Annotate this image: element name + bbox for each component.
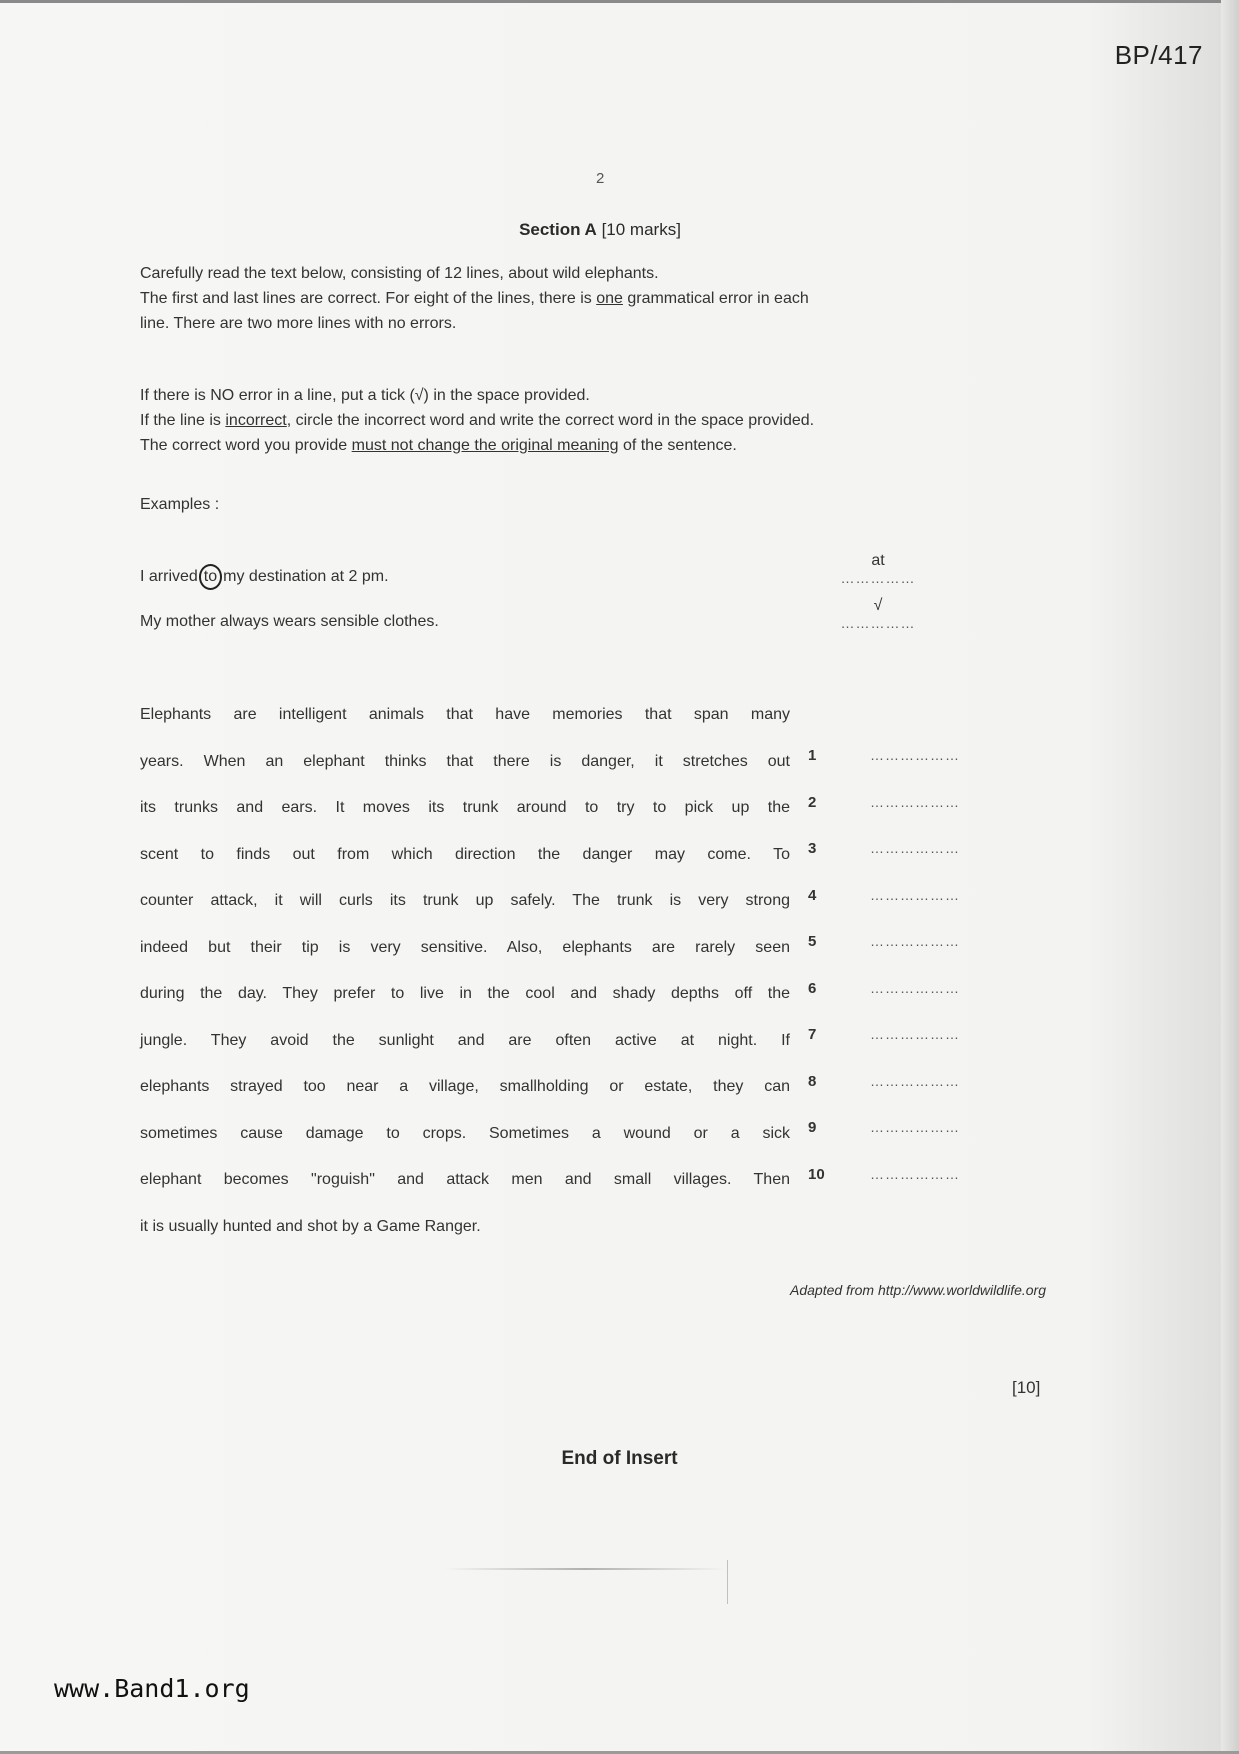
answer-dots: …………… xyxy=(840,570,916,586)
passage-line: its trunks and ears. It moves its trunk around to try to pick up the xyxy=(140,799,790,816)
example-text: my destination at 2 pm. xyxy=(223,568,389,585)
section-title-marks: [10 marks] xyxy=(596,220,681,239)
instruction-underlined: one xyxy=(596,290,623,307)
instruction-text: The correct word you provide xyxy=(140,437,352,454)
instruction-line xyxy=(140,286,1040,311)
source-credit: Adapted from http://www.worldwildlife.org xyxy=(790,1282,1046,1298)
passage xyxy=(140,700,790,1258)
scan-artifact-line xyxy=(727,1560,728,1604)
instructions-paragraph-2 xyxy=(140,383,1040,458)
scan-right-edge xyxy=(1221,0,1239,1754)
example-answer-value: at xyxy=(871,552,885,569)
instruction-line: line. There are two more lines with no errors. xyxy=(140,315,457,332)
line-number: 2 xyxy=(808,794,817,811)
passage-line: elephants strayed too near a village, smallholding or estate, they can xyxy=(140,1078,790,1095)
scan-top-edge xyxy=(0,0,1239,3)
circled-word: to xyxy=(199,564,222,590)
line-number: 10 xyxy=(808,1166,825,1183)
passage-line: sometimes cause damage to crops. Sometimes a wound or a sick xyxy=(140,1124,790,1142)
example-1 xyxy=(140,568,389,586)
example-text: I arrived xyxy=(140,568,198,585)
footer-website: www.Band1.org xyxy=(54,1674,250,1703)
example-2: My mother always wears sensible clothes. xyxy=(140,613,439,630)
answer-blank[interactable]: ……………… xyxy=(870,1026,960,1042)
line-number: 9 xyxy=(808,1119,817,1136)
instruction-text: of the sentence. xyxy=(618,437,737,454)
instruction-underlined: must not change the original meaning xyxy=(351,437,619,454)
example-2-answer xyxy=(822,597,934,629)
line-number: 1 xyxy=(808,747,817,764)
page-number: 2 xyxy=(596,170,605,187)
instruction-text: The first and last lines are correct. For eight of the lines, there is xyxy=(140,290,597,307)
answer-blank[interactable]: ……………… xyxy=(870,747,960,763)
line-number: 8 xyxy=(808,1073,817,1090)
passage-line: counter attack, it will curls its trunk up safely. The trunk is very strong xyxy=(140,892,790,909)
instructions-paragraph-1 xyxy=(140,261,1040,336)
example-1-answer xyxy=(822,552,934,584)
passage-line: Elephants are intelligent animals that have memories that span many xyxy=(140,706,790,723)
instruction-underlined: incorrect xyxy=(225,412,287,429)
line-number: 3 xyxy=(808,840,817,857)
answer-blank[interactable]: ……………… xyxy=(870,794,960,810)
scan-artifact-line xyxy=(445,1568,725,1570)
answer-blank[interactable]: ……………… xyxy=(870,887,960,903)
answer-blank[interactable]: ……………… xyxy=(870,840,960,856)
section-title xyxy=(0,220,1200,240)
line-number: 4 xyxy=(808,887,817,904)
answer-blank[interactable]: ……………… xyxy=(870,1166,960,1182)
total-marks: [10] xyxy=(1012,1378,1041,1397)
section-title-bold: Section A xyxy=(519,220,597,239)
end-of-insert xyxy=(0,1448,1239,1470)
instruction-text: If the line is xyxy=(140,412,226,429)
end-text: End of Insert xyxy=(561,1448,678,1469)
instruction-line: Carefully read the text below, consisting of 12 lines, about wild elephants. xyxy=(140,265,659,282)
passage-line: years. When an elephant thinks that there is danger, it stretches out xyxy=(140,752,790,770)
passage-line: scent to finds out from which direction the danger may come. To xyxy=(140,845,790,863)
passage-line: indeed but their tip is very sensitive. Also, elephants are rarely seen xyxy=(140,938,790,956)
line-number: 5 xyxy=(808,933,817,950)
answer-blank[interactable]: ……………… xyxy=(870,1119,960,1135)
instruction-line xyxy=(140,433,1040,458)
instruction-text: grammatical error in each xyxy=(622,290,809,307)
passage-line: elephant becomes "roguish" and attack men and small villages. Then xyxy=(140,1171,790,1188)
paper-code: BP/417 xyxy=(1114,40,1203,70)
answer-blank[interactable]: ……………… xyxy=(870,933,960,949)
line-number: 7 xyxy=(808,1026,817,1043)
instruction-text: , circle the incorrect word and write the correct word in the space provided. xyxy=(286,412,815,429)
examples-label: Examples : xyxy=(140,496,220,513)
line-number: 6 xyxy=(808,980,817,997)
passage-line: it is usually hunted and shot by a Game Ranger. xyxy=(140,1217,481,1235)
example-answer-value: √ xyxy=(873,597,883,614)
instruction-line: If there is NO error in a line, put a tick (√) in the space provided. xyxy=(140,387,590,404)
answer-dots: …………… xyxy=(840,615,916,631)
instruction-line xyxy=(140,408,1040,433)
answer-blank[interactable]: ……………… xyxy=(870,1073,960,1089)
answer-blank[interactable]: ……………… xyxy=(870,980,960,996)
passage-line: during the day. They prefer to live in the cool and shady depths off the xyxy=(140,985,790,1002)
passage-line: jungle. They avoid the sunlight and are often active at night. If xyxy=(140,1031,790,1049)
